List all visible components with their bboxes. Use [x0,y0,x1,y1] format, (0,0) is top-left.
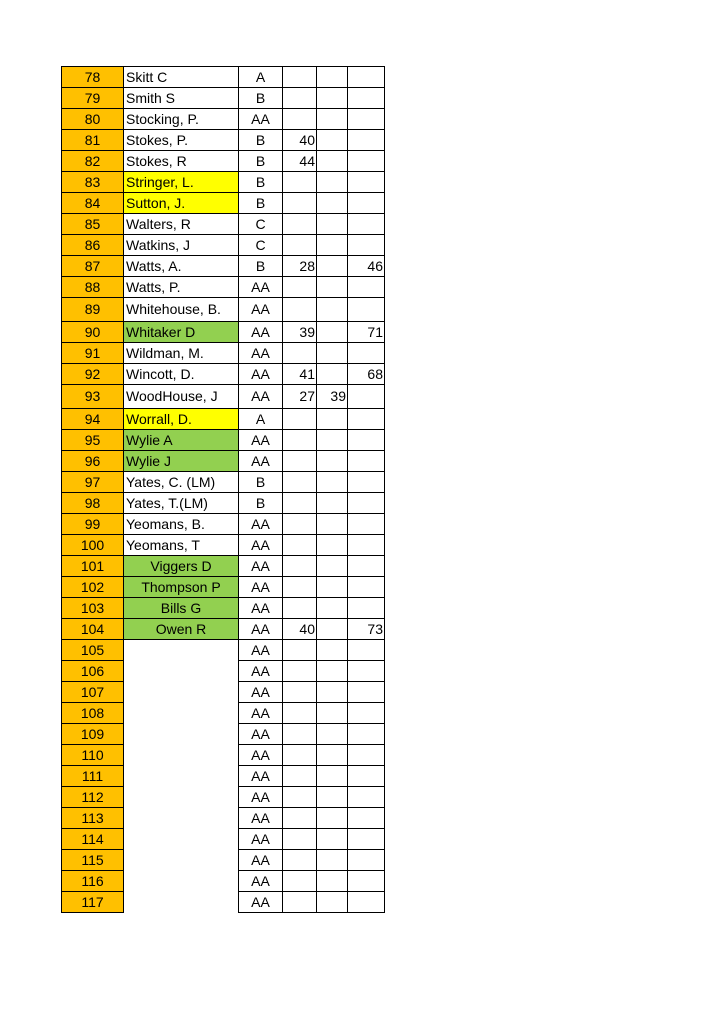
score-1-cell[interactable] [283,766,317,787]
grade-cell[interactable]: AA [239,298,283,322]
member-name-cell[interactable]: Smith S [124,88,239,109]
grade-cell[interactable]: AA [239,766,283,787]
member-name-cell[interactable]: Wylie A [124,430,239,451]
grade-cell[interactable]: B [239,493,283,514]
score-1-cell[interactable] [283,661,317,682]
score-1-cell[interactable] [283,493,317,514]
score-2-cell[interactable] [317,745,348,766]
member-name-cell[interactable]: Stocking, P. [124,109,239,130]
score-2-cell[interactable] [317,787,348,808]
score-1-cell[interactable] [283,172,317,193]
score-1-cell[interactable] [283,871,317,892]
grade-cell[interactable]: AA [239,109,283,130]
score-1-cell[interactable] [283,745,317,766]
table-row [62,256,385,277]
row-number-cell[interactable]: 78 [62,67,124,88]
member-name-cell[interactable] [124,745,239,766]
row-number-cell[interactable]: 100 [62,535,124,556]
member-name-cell[interactable] [124,661,239,682]
table-row [62,322,385,343]
score-3-cell[interactable]: 71 [348,322,385,343]
table-row [62,235,385,256]
score-1-cell[interactable] [283,193,317,214]
row-number-cell[interactable]: 103 [62,598,124,619]
score-1-cell[interactable] [283,556,317,577]
score-2-cell[interactable] [317,409,348,430]
member-name-cell[interactable] [124,871,239,892]
grade-cell[interactable]: AA [239,277,283,298]
table-row [62,577,385,598]
row-number-cell[interactable]: 82 [62,151,124,172]
grade-cell[interactable]: AA [239,385,283,409]
table-row [62,472,385,493]
table-row [62,724,385,745]
score-3-cell[interactable] [348,850,385,871]
table-row [62,808,385,829]
row-number-cell[interactable]: 85 [62,214,124,235]
score-2-cell[interactable] [317,724,348,745]
member-name-cell[interactable]: Walters, R [124,214,239,235]
score-3-cell[interactable] [348,472,385,493]
table-row [62,682,385,703]
member-name-cell[interactable] [124,682,239,703]
score-1-cell[interactable]: 44 [283,151,317,172]
grade-cell[interactable]: B [239,151,283,172]
row-number-cell[interactable]: 88 [62,277,124,298]
score-1-cell[interactable] [283,850,317,871]
grade-cell[interactable]: AA [239,682,283,703]
score-2-cell[interactable] [317,430,348,451]
row-number-cell[interactable]: 87 [62,256,124,277]
score-3-cell[interactable] [348,787,385,808]
score-3-cell[interactable] [348,514,385,535]
score-1-cell[interactable]: 41 [283,364,317,385]
score-1-cell[interactable] [283,703,317,724]
row-number-cell[interactable]: 97 [62,472,124,493]
grade-cell[interactable]: AA [239,598,283,619]
member-name-cell[interactable]: Watts, P. [124,277,239,298]
member-name-cell[interactable] [124,724,239,745]
table-row [62,829,385,850]
row-number-cell[interactable]: 93 [62,385,124,409]
table-row [62,640,385,661]
table-row [62,598,385,619]
member-name-cell[interactable]: Thompson P [124,577,239,598]
score-2-cell[interactable] [317,556,348,577]
row-number-cell[interactable]: 79 [62,88,124,109]
score-3-cell[interactable] [348,577,385,598]
member-name-cell[interactable]: Skitt C [124,67,239,88]
member-name-cell[interactable]: Bills G [124,598,239,619]
row-number-cell[interactable]: 95 [62,430,124,451]
table-row [62,892,385,913]
row-number-cell[interactable]: 113 [62,808,124,829]
score-2-cell[interactable] [317,193,348,214]
score-2-cell[interactable] [317,472,348,493]
grade-cell[interactable]: AA [239,364,283,385]
member-name-cell[interactable]: Whitehouse, B. [124,298,239,322]
score-2-cell[interactable] [317,67,348,88]
score-2-cell[interactable] [317,130,348,151]
score-1-cell[interactable] [283,640,317,661]
score-3-cell[interactable] [348,871,385,892]
score-1-cell[interactable] [283,472,317,493]
score-2-cell[interactable] [317,214,348,235]
member-name-cell[interactable]: Viggers D [124,556,239,577]
table-row [62,535,385,556]
score-3-cell[interactable] [348,88,385,109]
score-3-cell[interactable] [348,109,385,130]
score-1-cell[interactable]: 40 [283,619,317,640]
score-3-cell[interactable] [348,493,385,514]
member-name-cell[interactable]: Whitaker D [124,322,239,343]
score-2-cell[interactable] [317,829,348,850]
table-row [62,766,385,787]
grade-cell[interactable]: AA [239,703,283,724]
member-name-cell[interactable] [124,808,239,829]
grade-cell[interactable]: AA [239,850,283,871]
row-number-cell[interactable]: 102 [62,577,124,598]
score-2-cell[interactable] [317,577,348,598]
row-number-cell[interactable]: 96 [62,451,124,472]
score-2-cell[interactable] [317,109,348,130]
table-row [62,619,385,640]
score-3-cell[interactable] [348,277,385,298]
score-3-cell[interactable] [348,682,385,703]
score-1-cell[interactable] [283,892,317,913]
grade-cell[interactable]: AA [239,724,283,745]
member-name-cell[interactable]: Stokes, P. [124,130,239,151]
score-3-cell[interactable] [348,556,385,577]
score-3-cell[interactable] [348,598,385,619]
score-1-cell[interactable]: 40 [283,130,317,151]
table-row [62,514,385,535]
table-row [62,703,385,724]
table-row [62,871,385,892]
row-number-cell[interactable]: 86 [62,235,124,256]
score-1-cell[interactable] [283,109,317,130]
table-row [62,214,385,235]
grade-cell[interactable]: AA [239,871,283,892]
score-3-cell[interactable] [348,535,385,556]
grade-cell[interactable]: B [239,256,283,277]
grade-cell[interactable]: AA [239,745,283,766]
score-1-cell[interactable] [283,409,317,430]
grade-cell[interactable]: B [239,88,283,109]
score-3-cell[interactable] [348,214,385,235]
score-1-cell[interactable] [283,514,317,535]
score-2-cell[interactable] [317,256,348,277]
member-name-cell[interactable]: Yeomans, T [124,535,239,556]
score-1-cell[interactable] [283,88,317,109]
score-3-cell[interactable] [348,745,385,766]
grade-cell[interactable]: B [239,472,283,493]
table-row [62,850,385,871]
score-2-cell[interactable] [317,766,348,787]
table-row [62,67,385,88]
grade-cell[interactable]: AA [239,808,283,829]
row-number-cell[interactable]: 81 [62,130,124,151]
grade-cell[interactable]: C [239,235,283,256]
grade-cell[interactable]: B [239,193,283,214]
row-number-cell[interactable]: 80 [62,109,124,130]
member-name-cell[interactable] [124,892,239,913]
score-1-cell[interactable] [283,682,317,703]
member-name-cell[interactable]: Wylie J [124,451,239,472]
score-2-cell[interactable]: 39 [317,385,348,409]
member-name-cell[interactable]: Worrall, D. [124,409,239,430]
grade-cell[interactable]: AA [239,535,283,556]
score-3-cell[interactable] [348,172,385,193]
score-1-cell[interactable] [283,277,317,298]
score-2-cell[interactable] [317,343,348,364]
score-2-cell[interactable] [317,535,348,556]
table-row [62,409,385,430]
score-2-cell[interactable] [317,298,348,322]
table-row [62,172,385,193]
score-1-cell[interactable]: 28 [283,256,317,277]
table-row [62,364,385,385]
grade-cell[interactable]: AA [239,322,283,343]
row-number-cell[interactable]: 98 [62,493,124,514]
table-row [62,130,385,151]
score-3-cell[interactable] [348,766,385,787]
row-number-cell[interactable]: 116 [62,871,124,892]
score-2-cell[interactable] [317,661,348,682]
table-row [62,298,385,322]
row-number-cell[interactable]: 83 [62,172,124,193]
grade-cell[interactable]: B [239,172,283,193]
grade-cell[interactable]: A [239,409,283,430]
table-row [62,88,385,109]
score-3-cell[interactable] [348,298,385,322]
score-3-cell[interactable] [348,385,385,409]
member-name-cell[interactable]: Wildman, M. [124,343,239,364]
row-number-cell[interactable]: 109 [62,724,124,745]
score-1-cell[interactable] [283,577,317,598]
score-2-cell[interactable] [317,322,348,343]
score-1-cell[interactable] [283,235,317,256]
row-number-cell[interactable]: 110 [62,745,124,766]
member-name-cell[interactable]: Owen R [124,619,239,640]
score-1-cell[interactable]: 27 [283,385,317,409]
score-2-cell[interactable] [317,640,348,661]
score-3-cell[interactable] [348,703,385,724]
table-row [62,109,385,130]
member-name-cell[interactable]: Yeomans, B. [124,514,239,535]
table-row [62,430,385,451]
score-3-cell[interactable] [348,808,385,829]
member-name-cell[interactable]: Yates, C. (LM) [124,472,239,493]
score-2-cell[interactable] [317,88,348,109]
score-1-cell[interactable] [283,787,317,808]
row-number-cell[interactable]: 117 [62,892,124,913]
score-3-cell[interactable] [348,67,385,88]
row-number-cell[interactable]: 105 [62,640,124,661]
score-3-cell[interactable] [348,130,385,151]
score-1-cell[interactable] [283,451,317,472]
member-name-cell[interactable] [124,850,239,871]
table-row [62,787,385,808]
score-3-cell[interactable] [348,829,385,850]
score-1-cell[interactable] [283,430,317,451]
score-3-cell[interactable] [348,451,385,472]
row-number-cell[interactable]: 112 [62,787,124,808]
row-number-cell[interactable]: 115 [62,850,124,871]
score-2-cell[interactable] [317,364,348,385]
table-row [62,343,385,364]
row-number-cell[interactable]: 99 [62,514,124,535]
score-1-cell[interactable] [283,724,317,745]
member-name-cell[interactable]: Stringer, L. [124,172,239,193]
score-3-cell[interactable] [348,640,385,661]
grade-cell[interactable]: AA [239,343,283,364]
score-3-cell[interactable] [348,193,385,214]
score-2-cell[interactable] [317,235,348,256]
score-2-cell[interactable] [317,277,348,298]
row-number-cell[interactable]: 90 [62,322,124,343]
score-1-cell[interactable] [283,808,317,829]
score-2-cell[interactable] [317,682,348,703]
table-row [62,277,385,298]
score-2-cell[interactable] [317,172,348,193]
table-row [62,193,385,214]
score-3-cell[interactable]: 68 [348,364,385,385]
row-number-cell[interactable]: 101 [62,556,124,577]
grade-cell[interactable]: AA [239,577,283,598]
grade-cell[interactable]: AA [239,640,283,661]
score-1-cell[interactable] [283,343,317,364]
score-1-cell[interactable] [283,535,317,556]
member-name-cell[interactable]: Stokes, R [124,151,239,172]
score-3-cell[interactable] [348,892,385,913]
score-2-cell[interactable] [317,850,348,871]
table-row [62,385,385,409]
row-number-cell[interactable]: 91 [62,343,124,364]
row-number-cell[interactable]: 107 [62,682,124,703]
row-number-cell[interactable]: 106 [62,661,124,682]
grade-cell[interactable]: AA [239,556,283,577]
grade-cell[interactable]: AA [239,514,283,535]
row-number-cell[interactable]: 108 [62,703,124,724]
score-2-cell[interactable] [317,514,348,535]
score-2-cell[interactable] [317,619,348,640]
score-3-cell[interactable] [348,409,385,430]
grade-cell[interactable]: AA [239,892,283,913]
member-name-cell[interactable]: WoodHouse, J [124,385,239,409]
score-3-cell[interactable]: 73 [348,619,385,640]
score-2-cell[interactable] [317,451,348,472]
row-number-cell[interactable]: 89 [62,298,124,322]
row-number-cell[interactable]: 111 [62,766,124,787]
grade-cell[interactable]: B [239,130,283,151]
member-name-cell[interactable] [124,766,239,787]
score-2-cell[interactable] [317,493,348,514]
table-row [62,661,385,682]
score-1-cell[interactable] [283,829,317,850]
member-name-cell[interactable] [124,703,239,724]
score-1-cell[interactable] [283,67,317,88]
score-3-cell[interactable] [348,343,385,364]
table-row [62,745,385,766]
grade-cell[interactable]: C [239,214,283,235]
table-row [62,493,385,514]
member-name-cell[interactable]: Watkins, J [124,235,239,256]
row-number-cell[interactable]: 94 [62,409,124,430]
score-1-cell[interactable] [283,214,317,235]
table-row [62,451,385,472]
score-1-cell[interactable]: 39 [283,322,317,343]
member-name-cell[interactable]: Sutton, J. [124,193,239,214]
row-number-cell[interactable]: 104 [62,619,124,640]
score-2-cell[interactable] [317,151,348,172]
member-name-cell[interactable]: Watts, A. [124,256,239,277]
score-1-cell[interactable] [283,298,317,322]
score-3-cell[interactable] [348,151,385,172]
score-3-cell[interactable] [348,724,385,745]
score-2-cell[interactable] [317,871,348,892]
grade-cell[interactable]: AA [239,787,283,808]
grade-cell[interactable]: AA [239,661,283,682]
score-1-cell[interactable] [283,598,317,619]
member-name-cell[interactable] [124,640,239,661]
member-table-body [62,67,385,913]
row-number-cell[interactable]: 92 [62,364,124,385]
score-3-cell[interactable]: 46 [348,256,385,277]
member-name-cell[interactable] [124,787,239,808]
score-2-cell[interactable] [317,808,348,829]
table-row [62,151,385,172]
score-3-cell[interactable] [348,235,385,256]
row-number-cell[interactable]: 84 [62,193,124,214]
score-3-cell[interactable] [348,430,385,451]
grade-cell[interactable]: A [239,67,283,88]
member-name-cell[interactable]: Yates, T.(LM) [124,493,239,514]
row-number-cell[interactable]: 114 [62,829,124,850]
score-2-cell[interactable] [317,598,348,619]
grade-cell[interactable]: AA [239,619,283,640]
score-2-cell[interactable] [317,892,348,913]
grade-cell[interactable]: AA [239,451,283,472]
grade-cell[interactable]: AA [239,829,283,850]
grade-cell[interactable]: AA [239,430,283,451]
member-name-cell[interactable]: Wincott, D. [124,364,239,385]
score-2-cell[interactable] [317,703,348,724]
member-name-cell[interactable] [124,829,239,850]
score-3-cell[interactable] [348,661,385,682]
table-row [62,556,385,577]
member-table [61,66,385,913]
